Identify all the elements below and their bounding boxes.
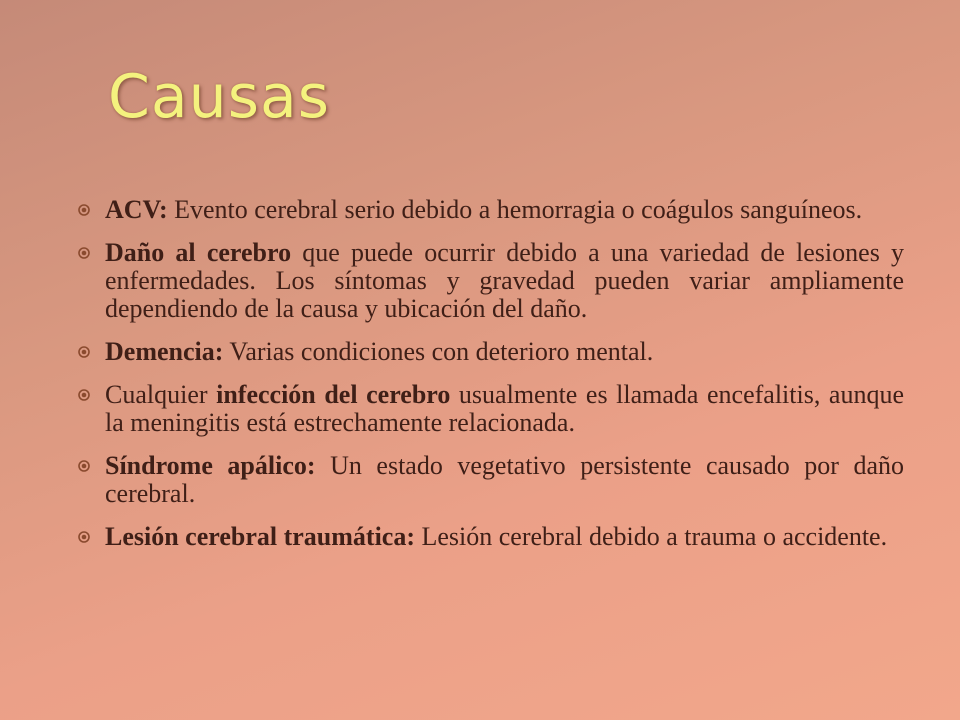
item-term: Lesión cerebral traumática:	[105, 522, 415, 551]
target-bullet-icon	[78, 204, 90, 216]
target-bullet-icon	[78, 531, 90, 543]
list-item	[78, 338, 904, 366]
item-term: ACV:	[105, 195, 168, 224]
list-item	[78, 239, 904, 323]
item-text: Lesión cerebral debido a trauma o accidente.	[415, 522, 888, 551]
list-item	[78, 381, 904, 437]
target-bullet-icon	[78, 247, 90, 259]
target-bullet-icon	[78, 389, 90, 401]
item-text: Evento cerebral serio debido a hemorragia o coágulos sanguíneos.	[167, 195, 863, 224]
item-term: Demencia:	[105, 337, 224, 366]
slide-title: Causas	[108, 62, 330, 132]
target-bullet-icon	[78, 346, 90, 358]
item-term: infección del cerebro	[216, 380, 451, 409]
item-text: Varias condiciones con deterioro mental.	[223, 337, 654, 366]
item-text: Un estado vegetativo persistente causado por daño cerebral.	[105, 451, 904, 508]
list-item	[78, 196, 904, 224]
bullet-list	[78, 196, 904, 566]
target-bullet-icon	[78, 460, 90, 472]
item-text: que puede ocurrir debido a una variedad de lesiones y enfermedades. Los síntomas y gravedad pueden variar ampliamente dependiendo de la causa y ubicación del daño.	[105, 238, 904, 323]
item-term: Daño al cerebro	[105, 238, 292, 267]
item-text: usualmente es llamada encefalitis, aunque la meningitis está estrechamente relacionada.	[105, 380, 904, 437]
list-item	[78, 523, 904, 551]
list-item	[78, 452, 904, 508]
item-term: Síndrome apálico:	[105, 451, 316, 480]
item-prefix: Cualquier	[105, 380, 217, 409]
